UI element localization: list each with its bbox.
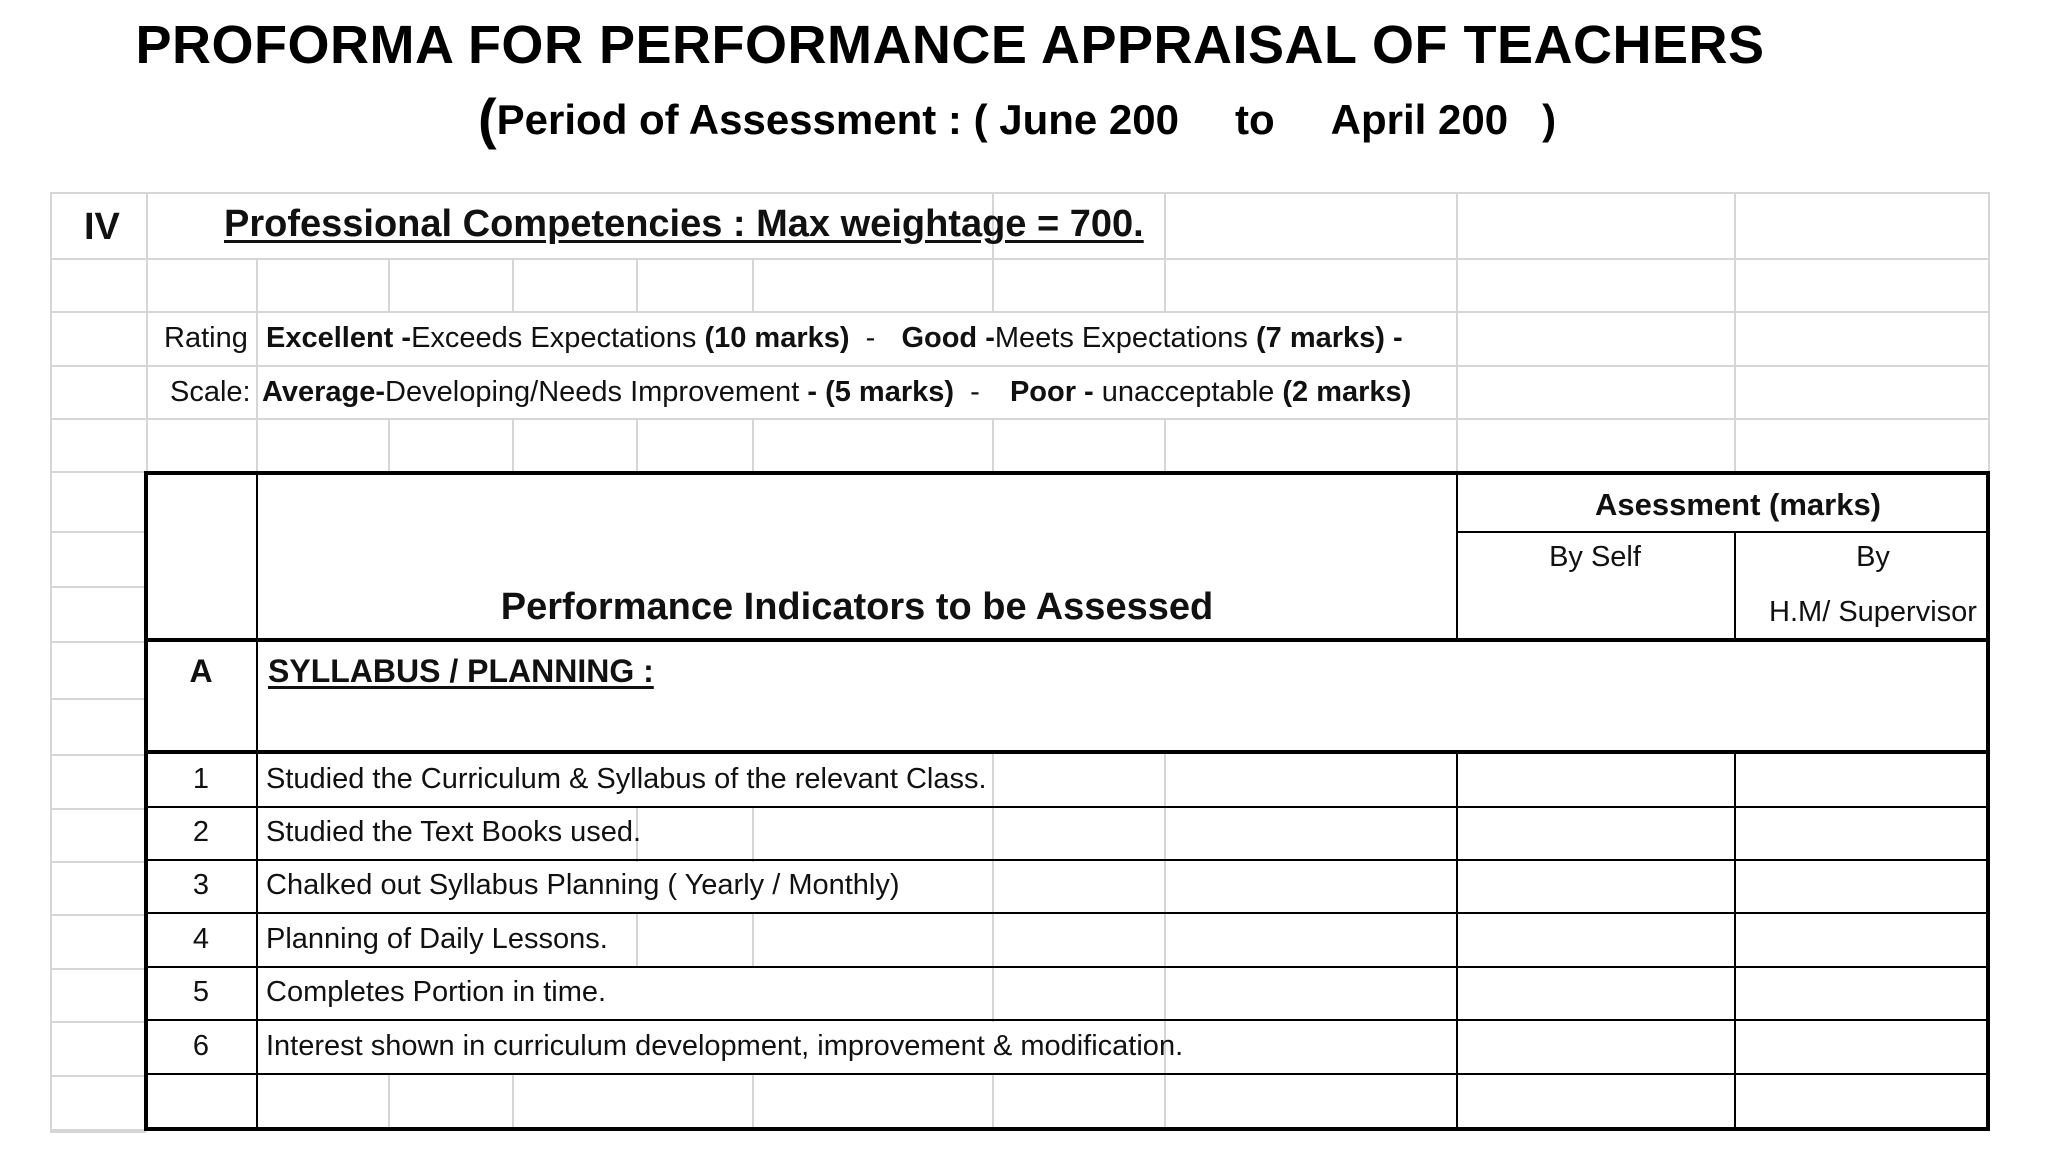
rating-good-desc: Meets Expectations bbox=[994, 322, 1256, 354]
self-mark-cell-3[interactable] bbox=[1458, 861, 1734, 912]
self-mark-cell-4[interactable] bbox=[1458, 914, 1734, 966]
section-number: IV bbox=[84, 206, 120, 248]
self-mark-cell-6[interactable] bbox=[1458, 1021, 1734, 1073]
rating-scale-line2 bbox=[262, 376, 1411, 409]
self-mark-cell-2[interactable] bbox=[1458, 808, 1734, 859]
performance-indicators-header: Performance Indicators to be Assessed bbox=[500, 586, 1214, 628]
indicator-text: Studied the Curriculum & Syllabus of the relevant Class. bbox=[266, 763, 987, 795]
rating-separator-1: - bbox=[849, 322, 892, 354]
section-title-text: Professional Competencies : Max weightage = 700. bbox=[224, 203, 1144, 245]
row-number: 3 bbox=[192, 869, 210, 901]
hm-supervisor-header: H.M/ Supervisor bbox=[1769, 596, 1977, 628]
row-number: 1 bbox=[192, 763, 210, 795]
supervisor-mark-cell-6[interactable] bbox=[1736, 1021, 1986, 1073]
subtitle-period-end: April 200 bbox=[1330, 96, 1509, 143]
assessment-marks-header: Asessment (marks) bbox=[1594, 487, 1882, 522]
rating-scale-label-line2: Scale: bbox=[170, 376, 251, 408]
indicator-text: Planning of Daily Lessons. bbox=[266, 923, 608, 955]
rating-separator-2: - bbox=[954, 376, 996, 408]
row-number: 4 bbox=[192, 923, 210, 955]
row-number: 2 bbox=[192, 816, 210, 848]
indicator-text: Interest shown in curriculum development, improvement & modification. bbox=[266, 1030, 1184, 1062]
rating-good-marks: (7 marks) - bbox=[1256, 322, 1403, 354]
rating-poor-marks: (2 marks) bbox=[1282, 376, 1412, 408]
rating-scale-line1 bbox=[266, 322, 1403, 355]
section-title bbox=[152, 203, 1144, 246]
indicator-text: Completes Portion in time. bbox=[266, 976, 607, 1008]
supervisor-mark-cell-2[interactable] bbox=[1736, 808, 1986, 859]
section-a-title: SYLLABUS / PLANNING : bbox=[268, 653, 654, 689]
rating-excellent-marks: (10 marks) bbox=[704, 322, 850, 354]
rating-average-marks: - (5 marks) bbox=[807, 376, 955, 408]
section-a-letter: A bbox=[189, 653, 213, 689]
self-mark-cell-1[interactable] bbox=[1458, 754, 1734, 806]
rating-good: Good - bbox=[901, 322, 995, 354]
rating-scale-label-line1: Rating bbox=[164, 322, 248, 354]
rating-poor-desc: unacceptable bbox=[1093, 376, 1283, 408]
rating-poor: Poor - bbox=[1009, 376, 1094, 408]
by-self-header: By Self bbox=[1549, 541, 1641, 573]
rating-average: Average- bbox=[262, 376, 386, 408]
indicator-text: Chalked out Syllabus Planning ( Yearly / Monthly) bbox=[266, 869, 900, 901]
subtitle-open-paren: ( bbox=[478, 87, 497, 150]
self-mark-cell-5[interactable] bbox=[1458, 968, 1734, 1019]
subtitle-period-start: Period of Assessment : ( June 200 bbox=[496, 96, 1179, 143]
rating-average-desc: Developing/Needs Improvement bbox=[385, 376, 808, 408]
rating-excellent: Excellent - bbox=[266, 322, 412, 354]
indicator-text: Studied the Text Books used. bbox=[266, 816, 642, 848]
subtitle-close-paren: ) bbox=[1542, 96, 1557, 143]
rating-excellent-desc: Exceeds Expectations bbox=[411, 322, 705, 354]
supervisor-mark-cell-4[interactable] bbox=[1736, 914, 1986, 966]
subtitle-to: to bbox=[1235, 96, 1275, 143]
row-number: 6 bbox=[192, 1030, 210, 1062]
supervisor-mark-cell-1[interactable] bbox=[1736, 754, 1986, 806]
by-header: By bbox=[1856, 541, 1890, 573]
supervisor-mark-cell-5[interactable] bbox=[1736, 968, 1986, 1019]
row-number: 5 bbox=[192, 976, 210, 1008]
page-title: PROFORMA FOR PERFORMANCE APPRAISAL OF TEACHERS bbox=[135, 15, 1765, 75]
assessment-period bbox=[478, 86, 1556, 151]
supervisor-mark-cell-3[interactable] bbox=[1736, 861, 1986, 912]
